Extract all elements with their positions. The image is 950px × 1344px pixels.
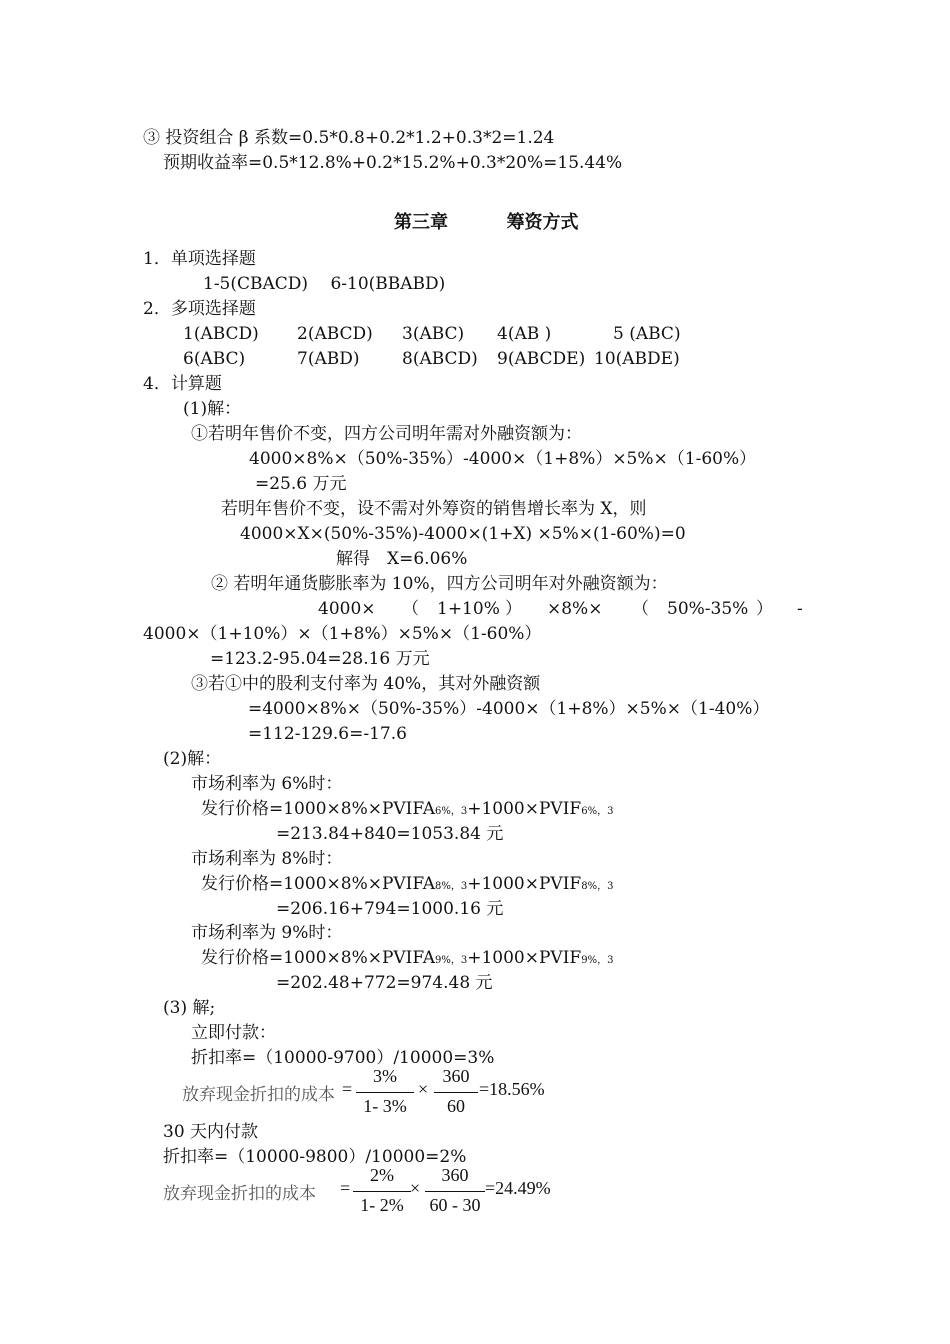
multi-answer-6: 6(ABC) xyxy=(183,349,246,369)
section-single-choice: 1．单项选择题 xyxy=(143,249,256,269)
q3-immediate-rate: 折扣率=（10000-9700）/10000=3% xyxy=(191,1048,495,1068)
q2-rate9-result: =202.48+772=974.48 元 xyxy=(276,973,493,993)
q1-part2-formula-cont: 4000×（1+10%）×（1+8%）×5%×（1-60%） xyxy=(143,624,542,644)
q2-rate6-formula: 发行价格=1000×8%×PVIFA6%，3+1000×PVIF6%，3 xyxy=(201,799,614,819)
q3-30day-rate: 折扣率=（10000-9800）/10000=2% xyxy=(163,1147,467,1167)
q1-part3-result: =112-129.6=-17.6 xyxy=(248,724,407,744)
chapter-number: 第三章 xyxy=(394,212,448,233)
q2-rate6-label: 市场利率为 6%时： xyxy=(191,774,343,794)
q1-part2-text: ② 若明年通货膨胀率为 10%，四方公司明年对外融资额为： xyxy=(211,574,668,594)
q2-rate8-formula: 发行价格=1000×8%×PVIFA8%，3+1000×PVIF8%，3 xyxy=(201,874,614,894)
multi-answer-9: 9(ABCDE) xyxy=(497,349,586,369)
multi-answer-2: 2(ABCD) xyxy=(297,324,373,344)
q1-growth-result: 解得 X=6.06% xyxy=(336,549,468,569)
q1-part2-formula-d: ） xyxy=(505,599,522,619)
chapter-title xyxy=(394,212,579,234)
q1-growth-formula: 4000×X×(50%-35%)-4000×(1+X) ×5%×(1-60%)=0 xyxy=(240,524,686,544)
multi-answer-3: 3(ABC) xyxy=(402,324,465,344)
q3-heading: (3) 解; xyxy=(163,998,216,1018)
q1-growth-text: 若明年售价不变，设不需对外筹资的销售增长率为 X，则 xyxy=(221,499,647,519)
chapter-name: 筹资方式 xyxy=(506,212,579,233)
q1-part2-formula-a: 4000× xyxy=(318,599,376,619)
q1-part2-result: =123.2-95.04=28.16 万元 xyxy=(210,649,430,669)
q2-rate9-label: 市场利率为 9%时： xyxy=(191,923,343,943)
q1-part3-formula: =4000×8%×（50%-35%）-4000×（1+8%）×5%×（1-40%） xyxy=(248,699,770,719)
q2-rate8-label: 市场利率为 8%时： xyxy=(191,849,343,869)
expected-return-line: 预期收益率=0.5*12.8%+0.2*15.2%+0.3*20%=15.44% xyxy=(163,153,623,173)
section-calculation: 4．计算题 xyxy=(143,374,222,394)
fraction-bar xyxy=(434,1092,478,1093)
q1-part2-formula-e: ×8%× xyxy=(547,599,603,619)
fraction-bar xyxy=(425,1191,485,1192)
q1-part1-result: =25.6 万元 xyxy=(255,474,347,494)
multi-answer-7: 7(ABD) xyxy=(297,349,360,369)
q2-rate6-result: =213.84+840=1053.84 元 xyxy=(276,824,504,844)
multi-answer-5: 5 (ABC) xyxy=(613,324,681,344)
section-multi-choice: 2．多项选择题 xyxy=(143,299,256,319)
q1-part2-formula-b: （ xyxy=(402,599,419,619)
q3-30day-label: 30 天内付款 xyxy=(163,1122,259,1142)
multi-answer-10: 10(ABDE) xyxy=(594,349,680,369)
fraction-bar xyxy=(356,1092,414,1093)
q2-rate8-result: =206.16+794=1000.16 元 xyxy=(276,899,504,919)
q3-immediate-label: 立即付款： xyxy=(191,1023,276,1043)
fraction-bar xyxy=(353,1191,411,1192)
q1-heading: (1)解： xyxy=(183,399,242,419)
q1-part1-formula: 4000×8%×（50%-35%）-4000×（1+8%）×5%×（1-60%） xyxy=(249,449,757,469)
beta-line: ③ 投资组合 β 系数=0.5*0.8+0.2*1.2+0.3*2=1.24 xyxy=(143,128,555,148)
q2-rate9-formula: 发行价格=1000×8%×PVIFA9%，3+1000×PVIF9%，3 xyxy=(201,948,614,968)
q1-part2-formula-g: 50%-35% xyxy=(667,599,749,619)
q1-part2-formula-c: 1+10% xyxy=(437,599,500,619)
q1-part3-text: ③若①中的股利支付率为 40%，其对外融资额 xyxy=(191,674,541,694)
q1-part2-formula-h: ） xyxy=(756,599,773,619)
multi-answer-8: 8(ABCD) xyxy=(402,349,478,369)
multi-answer-1: 1(ABCD) xyxy=(183,324,259,344)
formula-immediate: 放弃现金折扣的成本 = 3% 1- 3% × 360 60 =18.56% xyxy=(182,1066,545,1116)
single-choice-answers: 1-5(CBACD) 6-10(BBABD) xyxy=(203,274,446,294)
q1-part2-formula-f: （ xyxy=(632,599,649,619)
multi-answer-4: 4(AB ) xyxy=(497,324,552,344)
q1-part2-formula-i: - xyxy=(797,599,803,619)
formula-30day: 放弃现金折扣的成本 = 2% 1- 2% × 360 60 - 30 =24.49% xyxy=(163,1165,551,1215)
q1-part1-text: ①若明年售价不变，四方公司明年需对外融资额为： xyxy=(191,424,582,444)
q2-heading: (2)解： xyxy=(163,749,222,769)
